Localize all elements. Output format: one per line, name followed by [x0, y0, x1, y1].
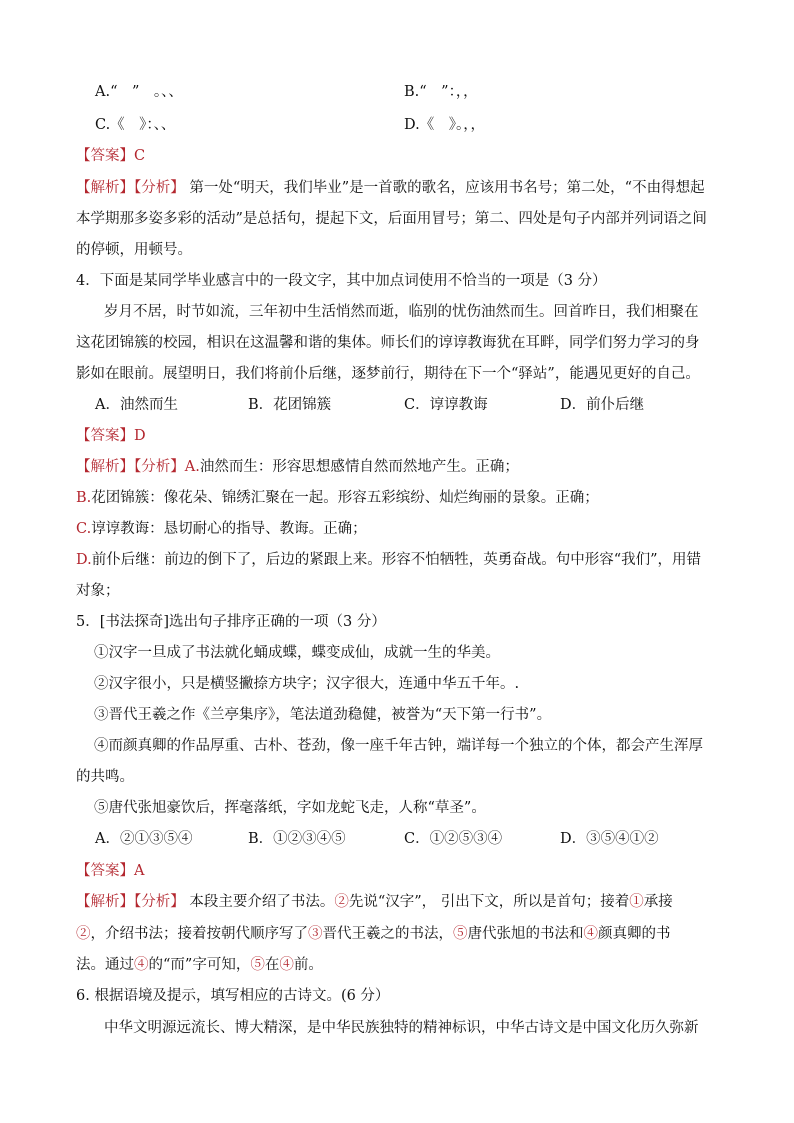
analysis-text: 晋代王羲之的书法， [322, 926, 453, 942]
analysis-label: 【解析】【分析】 [76, 459, 185, 475]
q3-option-b: B.“ ”：，， [404, 84, 478, 100]
q5-option-b: B．①②③④⑤ [248, 831, 346, 847]
circled-number: ② [76, 926, 91, 942]
analysis-text: 前仆后继：前边的倒下了，后边的紧跟上来。形容不怕牺牲，英勇奋战。句中形容“我们”，用错 [91, 552, 702, 568]
q5-analysis-line-3 [76, 955, 323, 975]
q3-analysis-line-3: 的停顿，用顿号。 [76, 242, 192, 258]
answer-value: C [134, 148, 146, 164]
q5-option-a: A．②①③⑤④ [95, 831, 193, 847]
analysis-text: 唐代张旭的书法和 [467, 926, 584, 942]
analysis-text: 法。通过 [76, 957, 134, 973]
q5-stem: 5．[书法探奇]选出句子排序正确的一项（3 分） [76, 614, 386, 630]
analysis-text: 花团锦簇：像花朵、锦绣汇聚在一起。形容五彩缤纷、灿烂绚丽的景象。正确； [91, 490, 599, 506]
q4-answer [76, 426, 146, 446]
q5-sentence-4-cont: 的共鸣。 [76, 769, 134, 785]
analysis-text: 前。 [293, 957, 323, 973]
analysis-letter: B. [76, 490, 92, 506]
q3-option-a: A.“ ” 。、、 [95, 84, 183, 100]
q4-option-d: D．前仆后继 [560, 397, 645, 413]
q3-option-d: D.《 》。，， [404, 117, 485, 133]
q3-answer [76, 146, 145, 166]
q5-sentence-5: ⑤唐代张旭豪饮后，挥毫落纸，字如龙蛇飞走，人称“草圣”。 [94, 800, 486, 816]
q4-option-a: A．油然而生 [95, 397, 178, 413]
analysis-text: 本段主要介绍了书法。 [184, 894, 335, 910]
q5-sentence-2: ②汉字很小，只是横竖撇捺方块字；汉字很大，连通中华五千年。. [94, 676, 520, 692]
q5-analysis-line-1 [76, 892, 673, 912]
circled-number: ⑤ [250, 957, 265, 973]
q5-sentence-1: ①汉字一旦成了书法就化蛹成蝶，蝶变成仙，成就一生的华美。 [94, 645, 500, 661]
q5-answer [76, 861, 144, 881]
analysis-label: 【解析】【分析】 [76, 894, 185, 910]
q6-stem: 6. 根据语境及提示，填写相应的古诗文。(6 分） [76, 988, 390, 1004]
analysis-text: 先说“汉字”， 引出下文，所以是首句；接着 [348, 894, 630, 910]
q5-option-d: D．③⑤④①② [560, 831, 659, 847]
analysis-text: 承接 [643, 894, 673, 910]
q4-analysis-line-3 [76, 519, 367, 539]
q4-stem: 4．下面是某同学毕业感言中的一段文字，其中加点词使用不恰当的一项是（3 分） [76, 273, 607, 289]
circled-number: ④ [134, 957, 149, 973]
answer-value: A [134, 863, 145, 879]
q3-option-c: C.《 》：、、 [95, 117, 176, 133]
circled-number: ④ [583, 926, 598, 942]
answer-label: 【答案】 [76, 428, 134, 444]
q5-sentence-4: ④而颜真卿的作品厚重、古朴、苍劲，像一座千年古钟，端详每一个独立的个体，都会产生浑厚 [94, 738, 703, 754]
circled-number: ⑤ [453, 926, 468, 942]
q4-analysis-line-5: 对象； [76, 583, 120, 599]
answer-label: 【答案】 [76, 863, 134, 879]
q6-passage-line-1: 中华文明源远流长、博大精深，是中华民族独特的精神标识，中华古诗文是中国文化历久弥新 [104, 1020, 699, 1036]
analysis-text: 的“而”字可知， [148, 957, 251, 973]
analysis-text: 第一处“明天，我们毕业”是一首歌的歌名，应该用书名号；第二处，“不由得想起 [184, 180, 705, 196]
analysis-letter: A. [184, 459, 200, 475]
q4-analysis-line-2 [76, 488, 599, 508]
answer-label: 【答案】 [76, 148, 134, 164]
answer-value: D [134, 428, 146, 444]
q4-option-b: B．花团锦簇 [248, 397, 332, 413]
q4-option-c: C．谆谆教诲 [404, 397, 488, 413]
q5-analysis-line-2 [76, 924, 671, 944]
analysis-letter: C. [76, 521, 92, 537]
q4-passage-line-2: 这花团锦簇的校园，相识在这温馨和谐的集体。师长们的谆谆教诲犹在耳畔，同学们努力学习的身 [76, 335, 700, 351]
circled-number: ④ [279, 957, 294, 973]
analysis-text: ，介绍书法；接着按朝代顺序写了 [90, 926, 308, 942]
q3-analysis-line-2: 本学期那多姿多彩的活动”是总括句，提起下文，后面用冒号；第二、四处是句子内部并列词语之间 [76, 211, 707, 227]
q4-analysis-line-1 [76, 457, 519, 477]
q3-analysis-line-1 [76, 178, 705, 198]
circled-number: ② [334, 894, 349, 910]
analysis-text: 谆谆教诲：恳切耐心的指导、教诲。正确； [91, 521, 367, 537]
analysis-letter: D. [76, 552, 92, 568]
q4-analysis-line-4 [76, 550, 701, 570]
analysis-text: 油然而生：形容思想感情自然而然地产生。正确； [199, 459, 519, 475]
q4-passage-line-1: 岁月不居，时节如流，三年初中生活悄然而逝，临别的忧伤油然而生。回首昨日，我们相聚在 [104, 304, 699, 320]
q5-option-c: C．①②⑤③④ [404, 831, 503, 847]
circled-number: ③ [308, 926, 323, 942]
analysis-label: 【解析】【分析】 [76, 180, 185, 196]
q4-passage-line-3: 影如在眼前。展望明日，我们将前仆后继，逐梦前行，期待在下一个“驿站”，能遇见更好的自己。 [76, 366, 700, 382]
q5-sentence-3: ③晋代王羲之作《兰亭集序》，笔法道劲稳健，被誉为“天下第一行书”。 [94, 707, 552, 723]
circled-number: ① [629, 894, 644, 910]
analysis-text: 在 [264, 957, 280, 973]
analysis-text: 颜真卿的书 [598, 926, 671, 942]
